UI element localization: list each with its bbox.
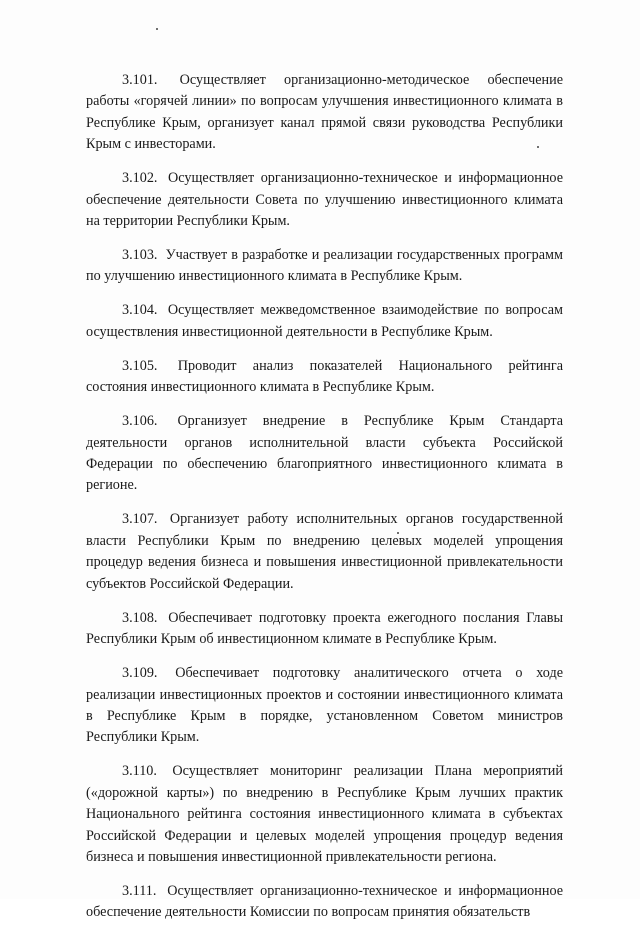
document-body [86,70,563,936]
paragraph-number: 3.105. [122,357,158,374]
paragraph-number: 3.111. [122,882,157,899]
paragraph-number: 3.107. [122,511,158,528]
paragraph-number: 3.101. [122,72,158,88]
paragraph-3-103 [86,245,563,288]
paragraph-3-102 [86,168,563,232]
paragraph-number: 3.102. [122,170,158,187]
paragraph-text: Осуществляет организационно-методическое обеспечение работы «горячей линии» по вопросам улучшения инвестиционного климата в Республике Крым, организует канал прямой связи руководства Республики Крым с инвесторами. [86,72,564,153]
paragraph-text: Участвует в разработке и реализации государственных программ по улучшению инвестиционного климата в Республике Крым. [86,247,563,285]
paragraph-3-110 [86,761,563,868]
paragraph-number: 3.108. [122,609,158,626]
paragraph-3-105 [86,356,563,399]
paragraph-3-106 [86,411,563,497]
paragraph-text: Проводит анализ показателей Национального рейтинга состояния инвестиционного климата в Республике Крым. [86,357,564,396]
paragraph-number: 3.106. [122,413,158,430]
paragraph-number: 3.110. [122,763,157,780]
paragraph-number: 3.104. [122,302,158,319]
paragraph-text: Обеспечивает подготовку проекта ежегодного послания Главы Республики Крым об инвестиционном климате в Республике Крым. [86,609,564,648]
paragraph-text: Осуществляет мониторинг реализации Плана мероприятий («дорожной карты») по внедрению в Республике Крым лучших практик Национального рейтинга состояния инвестиционного климата в субъектах Российской Федерации и целевых моделей упрощения процедур ведения бизнеса и повышения инвестиционной привлекательности региона. [86,763,563,865]
paragraph-number: 3.109. [122,665,158,682]
paragraph-3-104 [86,300,563,343]
paragraph-3-111 [86,881,563,924]
paragraph-3-108 [86,608,563,651]
paragraph-number: 3.103. [122,247,158,264]
paragraph-3-101 [86,70,563,156]
paragraph-text: Организует работу исполнительных органов государственной власти Республики Крым по внедрению целевых моделей упрощения процедур ведения бизнеса и повышения инвестиционной привлекательности субъектов Российской Федерации. [86,511,564,592]
paragraph-text: Обеспечивает подготовку аналитического отчета о ходе реализации инвестиционных проектов и состоянии инвестиционного климата в Республике Крым в порядке, установленном Советом министров Республики Крым. [86,665,564,746]
paragraph-text: Осуществляет межведомственное взаимодействие по вопросам осуществления инвестиционной деятельности в Республике Крым. [86,302,563,340]
paragraph-text: Осуществляет организационно-техническое и информационное обеспечение деятельности Комиссии по вопросам принятия обязательств [86,882,564,921]
paragraph-text: Организует внедрение в Республике Крым Стандарта деятельности органов исполнительной власти субъекта Российской Федерации по обеспечению благоприятного инвестиционного климата в регионе. [86,413,564,494]
paragraph-3-109 [86,663,563,749]
paragraph-text: Осуществляет организационно-техническое и информационное обеспечение деятельности Совета по улучшению инвестиционного климата на территории Республики Крым. [86,170,563,230]
paragraph-3-107 [86,509,563,595]
scan-speck [156,28,158,30]
